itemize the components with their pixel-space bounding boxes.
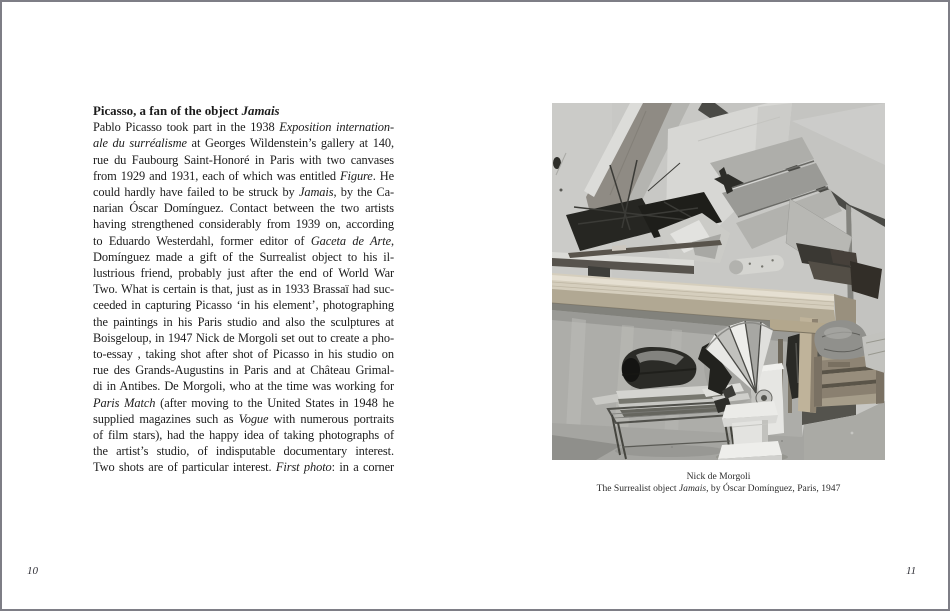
text-segment: , by Óscar Domínguez, Paris, 1947 <box>706 482 841 494</box>
left-page-text-block <box>93 103 394 476</box>
text-segment: : in a corner <box>331 460 395 475</box>
body-line <box>93 233 394 249</box>
body-line <box>93 281 394 297</box>
text-segment: supplied magazines such as <box>93 411 239 426</box>
body-line <box>93 200 394 216</box>
text-segment: (after moving to the United States in 1948 he <box>155 395 394 410</box>
text-segment: di in Antibes. De Morgoli, who at the time was working for <box>93 379 394 394</box>
text-segment: rue du Faubourg Saint-Honoré in Paris with two canvases <box>93 152 394 167</box>
body-line <box>93 265 394 281</box>
text-segment: narian Óscar Domínguez. Contact between the two artists <box>93 201 394 216</box>
body-line <box>93 395 394 411</box>
text-segment: Boisgeloup, in 1947 Nick de Morgoli set out to create a pho- <box>93 330 394 345</box>
body-line <box>93 297 394 313</box>
text-segment: could hardly have failed to be struck by <box>93 185 299 200</box>
text-segment: , by the Ca- <box>333 185 395 200</box>
text-segment: ceeded in capturing Picasso ‘in his element’, photographing <box>93 298 394 313</box>
body-line <box>93 411 394 427</box>
text-segment: ale du surréalisme <box>93 136 187 151</box>
body-line <box>93 459 394 475</box>
text-segment: Jamais <box>298 185 334 200</box>
text-segment: with numerous portraits <box>268 411 394 426</box>
text-segment: Jamais <box>241 104 280 118</box>
body-line <box>93 362 394 378</box>
text-segment: , <box>391 233 394 248</box>
folio-left: 10 <box>27 565 38 577</box>
text-segment: from 1929 and 1931, each of which was entitled <box>93 168 341 183</box>
body-line <box>93 135 394 151</box>
caption-title <box>552 483 885 495</box>
body-line <box>93 168 394 184</box>
text-segment: to-essay , taking shot after shot of Picasso in his studio on <box>93 347 394 362</box>
body-line <box>93 314 394 330</box>
body-line <box>93 378 394 394</box>
text-segment: at Georges Wildenstein’s gallery at 140, <box>186 136 394 151</box>
photo-caption <box>552 471 885 494</box>
text-segment: to Eduardo Westerdahl, former editor of <box>93 233 311 248</box>
body-line <box>93 330 394 346</box>
body-line <box>93 152 394 168</box>
text-segment: Picasso, a fan of the object <box>93 104 242 118</box>
text-segment: The Surrealist object <box>596 482 679 494</box>
text-segment: First photo <box>275 460 332 475</box>
text-segment: Exposition internation- <box>279 120 394 135</box>
text-segment: Two shots are of particular interest. <box>93 460 276 475</box>
body-line <box>93 443 394 459</box>
text-segment: Gaceta de Arte <box>310 233 391 248</box>
text-segment: the artist’s studio, of indisputable documentary interest. <box>93 444 394 459</box>
text-segment: Domínguez made a gift of the Surrealist object to his il- <box>93 249 394 264</box>
body-line <box>93 346 394 362</box>
studio-photograph-art <box>552 103 885 460</box>
studio-photograph <box>552 103 885 460</box>
body-line <box>93 119 394 135</box>
text-segment: Figure <box>340 168 373 183</box>
text-segment: Pablo Picasso took part in the 1938 <box>93 120 280 135</box>
text-segment: Vogue <box>238 411 269 426</box>
text-segment: Jamais <box>678 482 707 494</box>
text-segment: rue des Grands-Augustins in Paris and at Château Grimal- <box>93 363 394 378</box>
text-segment: lustrious friend, probably just after the end of World War <box>93 266 394 281</box>
body-line <box>93 184 394 200</box>
text-segment: of film stars), had the happy idea of taking photographs of <box>93 428 394 443</box>
section-heading <box>93 103 394 119</box>
body-line <box>93 249 394 265</box>
text-segment: . He <box>372 168 394 183</box>
folio-right: 11 <box>906 565 917 577</box>
text-segment: having strengthened considerably from 1939 on, according <box>93 217 394 232</box>
body-paragraph <box>93 119 394 475</box>
text-segment: the paintings in his Paris studio and also the sculptures at <box>93 314 394 329</box>
text-segment: Two. What is certain is that, just as in 1933 Brassaï had suc- <box>93 282 394 297</box>
body-line <box>93 427 394 443</box>
caption-photographer: Nick de Morgoli <box>686 471 751 482</box>
body-line <box>93 216 394 232</box>
text-segment: Paris Match <box>93 395 156 410</box>
